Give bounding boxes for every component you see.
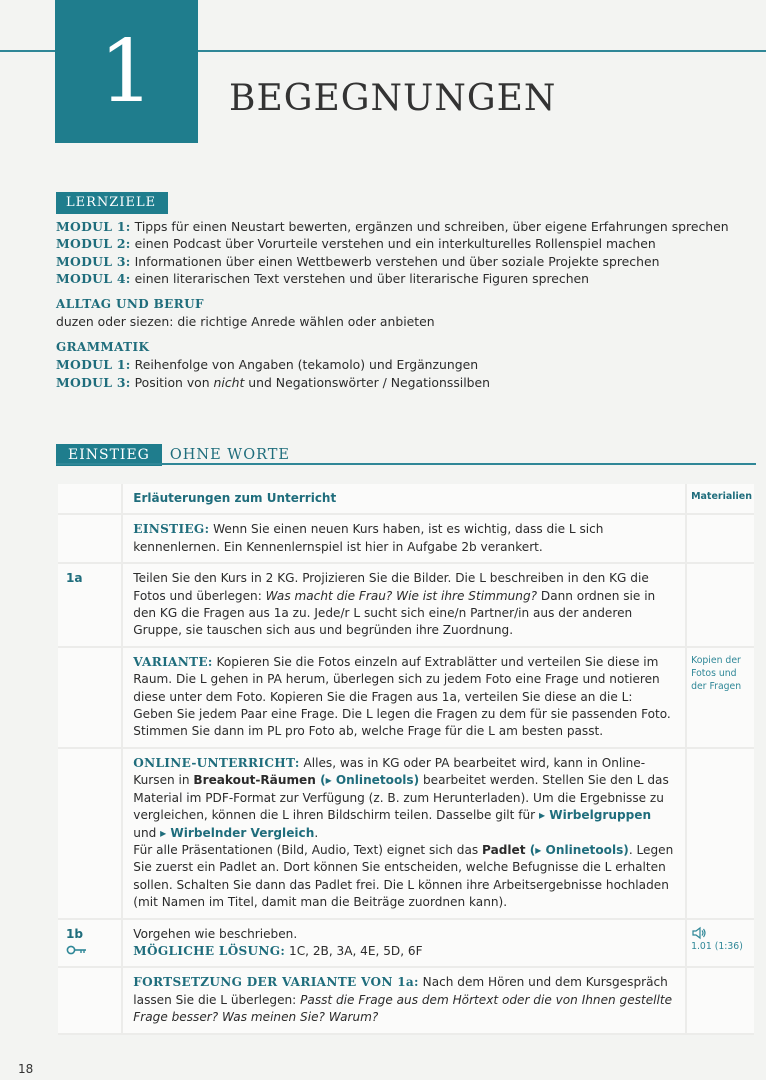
padlet-term: Padlet <box>482 842 526 857</box>
modul-row <box>56 253 756 271</box>
chapter-number-box <box>55 0 198 143</box>
audio-icon[interactable] <box>691 926 707 940</box>
online-text: und <box>133 825 161 840</box>
grammatik-text: Reihenfolge von Angaben (tekamolo) und Ergänzungen <box>134 357 479 372</box>
variante-text: Kopieren Sie die Fotos einzeln auf Extrablätter und verteilen Sie diese im Raum. Die L gehen in PA herum, überlegen sich zu jedem Foto eine Frage und notieren diese unter dem Foto. Kopieren Sie die Fragen aus 1a, verteilen Sie diese an die L: Geben Sie jedem Paar eine Frage. Die L legen die Fragen zu dem für sie passenden Foto. Stimmen Sie dann im PL pro Foto ab, welche Frage für die L am besten passt. <box>133 654 671 739</box>
task-text: Dann ordnen sie in den KG die Fragen aus 1a zu. Jede/r L sucht sich eine/n Partner/in aus der anderen Gruppe, sie tauschen sich aus und begründen ihre Zuordnung. <box>133 588 656 638</box>
column-header-materials: Materialien <box>691 491 752 502</box>
teaching-guide-table <box>58 484 754 1035</box>
table-row <box>58 748 754 919</box>
modul-text: einen Podcast über Vorurteile verstehen und ein interkulturelles Rollenspiel machen <box>134 236 656 251</box>
task-number: 1b <box>66 926 84 941</box>
audio-track: 1.01 (1:36) <box>691 940 743 952</box>
modul-row <box>56 218 756 236</box>
table-row <box>58 967 754 1033</box>
einstieg-tag: EINSTIEG <box>56 444 162 466</box>
page-number: 18 <box>18 1062 34 1076</box>
modul-label: MODUL 1: <box>56 357 131 372</box>
lernziele-section <box>56 192 756 391</box>
modul-label: MODUL 4: <box>56 271 131 286</box>
online-text: Für alle Präsentationen (Bild, Audio, Text) eignet sich das <box>133 842 483 857</box>
grammatik-italic: nicht <box>213 374 245 390</box>
breakout-term: Breakout-Räumen <box>193 773 316 788</box>
fortsetzung-text: Nach dem Hören und dem Kursgespräch lassen Sie die L überlegen: <box>133 975 668 1007</box>
modul-text: Informationen über einen Wettbewerb verstehen und über soziale Projekte sprechen <box>134 253 660 269</box>
modul-row <box>56 235 756 253</box>
einstieg-label: EINSTIEG: <box>133 522 210 537</box>
grammatik-row <box>56 374 756 392</box>
key-icon <box>66 945 88 955</box>
grammatik-heading: GRAMMATIK <box>56 339 150 354</box>
online-label: ONLINE-UNTERRICHT: <box>133 755 300 770</box>
modul-text: Tipps für einen Neustart bewerten, ergänzen und schreiben, über eigene Erfahrungen sprechen <box>134 218 729 234</box>
lernziele-tag: LERNZIELE <box>56 192 168 214</box>
grammatik-text: Position von <box>134 374 214 390</box>
alltag-text: duzen oder siezen: die richtige Anrede wählen oder anbieten <box>56 314 435 329</box>
table-row <box>58 514 754 563</box>
einstieg-text: Wenn Sie einen neuen Kurs haben, ist es wichtig, dass die L sich kennenlernen. Ein Kennenlernspiel ist hier in Aufgabe 2b verankert. <box>133 522 604 554</box>
online-text: bearbeitet werden. Stellen Sie den L das Material im PDF-Format zur Verfügung (z. B. zum Herunterladen). Um die Ergebnisse zu vergleichen, können die L ihren Bildschirm teilen. Dasselbe gilt für <box>133 773 669 823</box>
modul-row <box>56 270 756 288</box>
task-text: Teilen Sie den Kurs in 2 KG. Projizieren Sie die Bilder. Die L beschreiben in den KG die Fotos und überlegen: <box>133 571 649 603</box>
section-rule <box>56 463 756 465</box>
alltag-heading: ALLTAG UND BERUF <box>56 296 204 311</box>
modul-label: MODUL 3: <box>56 374 131 390</box>
table-row <box>58 484 754 514</box>
einstieg-subtitle: OHNE WORTE <box>169 446 290 463</box>
wirbelnder-vergleich-link[interactable]: ▸ Wirbelnder Vergleich <box>160 825 315 840</box>
task-question: Was macht die Frau? Wie ist ihre Stimmung? <box>265 588 538 603</box>
grammatik-text: und Negationswörter / Negationssilben <box>244 374 491 390</box>
task-text: Vorgehen wie beschrieben. <box>133 926 298 941</box>
task-number: 1a <box>58 563 122 647</box>
fortsetzung-label: FORTSETZUNG DER VARIANTE VON 1a: <box>133 975 419 990</box>
table-row <box>58 647 754 748</box>
variante-label: VARIANTE: <box>133 654 213 669</box>
modul-label: MODUL 2: <box>56 236 131 251</box>
chapter-title: BEGEGNUNGEN <box>229 78 557 119</box>
column-header-text: Erläuterungen zum Unterricht <box>133 491 337 505</box>
online-text: . Legen Sie zuerst ein Padlet an. Dort können Sie entscheiden, welche Befugnisse die L erhalten sollen. Schalten Sie dann das Padlet frei. Die L können ihre Arbeitsergebnisse hochladen (mit Namen im Titel, damit man die Beiträge zuordnen kann). <box>133 842 674 910</box>
modul-text: einen literarischen Text verstehen und über literarische Figuren sprechen <box>134 271 590 286</box>
table-row <box>58 919 754 968</box>
material-note: Kopien der Fotos und der Fragen <box>686 647 754 748</box>
loesung-label: MÖGLICHE LÖSUNG: <box>133 943 286 958</box>
online-text: Alles, was in KG oder PA bearbeitet wird, kann in Online-Kursen in <box>133 755 646 788</box>
table-row <box>58 563 754 647</box>
wirbelgruppen-link[interactable]: ▸ Wirbelgruppen <box>539 808 652 823</box>
fortsetzung-question: Passt die Frage aus dem Hörtext oder die von Ihnen gestellte Frage besser? Was meinen Sie? Warum? <box>133 992 673 1025</box>
loesung-text: 1C, 2B, 3A, 4E, 5D, 6F <box>285 943 423 958</box>
grammatik-row <box>56 356 756 374</box>
chapter-number: 1 <box>99 21 154 122</box>
online-text: . <box>314 825 319 840</box>
modul-label: MODUL 1: <box>56 218 131 234</box>
onlinetools-link[interactable]: (▸ Onlinetools) <box>315 773 420 788</box>
onlinetools-link[interactable]: (▸ Onlinetools) <box>525 842 629 857</box>
modul-label: MODUL 3: <box>56 253 131 269</box>
